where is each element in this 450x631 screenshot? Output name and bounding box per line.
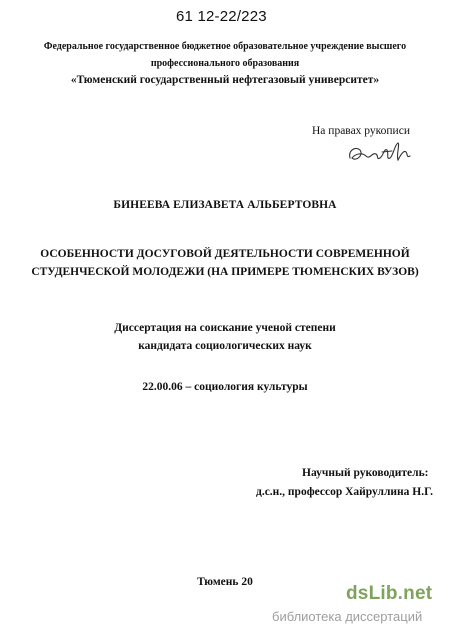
degree-statement-line-1: Диссертация на соискание ученой степени bbox=[114, 322, 336, 334]
supervisor-name: д.с.н., профессор Хайруллина Н.Г. bbox=[256, 486, 434, 498]
specialty-code: 22.00.06 – социология культуры bbox=[142, 381, 308, 393]
city-year: Тюмень 20 bbox=[197, 576, 253, 588]
author-name: БИНЕЕВА ЕЛИЗАВЕТА АЛЬБЕРТОВНА bbox=[113, 199, 337, 211]
degree-statement-line-2: кандидата социологических наук bbox=[138, 340, 312, 352]
dslib-watermark[interactable] bbox=[272, 583, 442, 627]
organization-line-1: Федеральное государственное бюджетное образовательное учреждение высшего bbox=[43, 41, 407, 52]
dslib-tagline: библиотека диссертаций bbox=[272, 609, 423, 624]
dslib-logo[interactable] bbox=[346, 583, 432, 605]
supervisor-label: Научный руководитель: bbox=[302, 467, 429, 479]
handwritten-signature bbox=[346, 138, 416, 168]
organization-line-2: профессионального образования bbox=[150, 58, 300, 69]
dissertation-title-line-1: ОСОБЕННОСТИ ДОСУГОВОЙ ДЕЯТЕЛЬНОСТИ СОВРЕМЕННОЙ bbox=[40, 248, 410, 260]
logo-main: dsLib bbox=[346, 583, 398, 604]
logo-dot: . bbox=[397, 583, 404, 604]
dissertation-title-line-2: СТУДЕНЧЕСКОЙ МОЛОДЕЖИ (НА ПРИМЕРЕ ТЮМЕНСКИХ ВУЗОВ) bbox=[31, 266, 419, 278]
logo-tld: net bbox=[403, 583, 433, 604]
university-name: «Тюменский государственный нефтегазовый университет» bbox=[70, 74, 380, 86]
archive-code-stamp: 61 12-22/223 bbox=[176, 8, 267, 25]
manuscript-rights-note: На правах рукописи bbox=[312, 125, 410, 137]
